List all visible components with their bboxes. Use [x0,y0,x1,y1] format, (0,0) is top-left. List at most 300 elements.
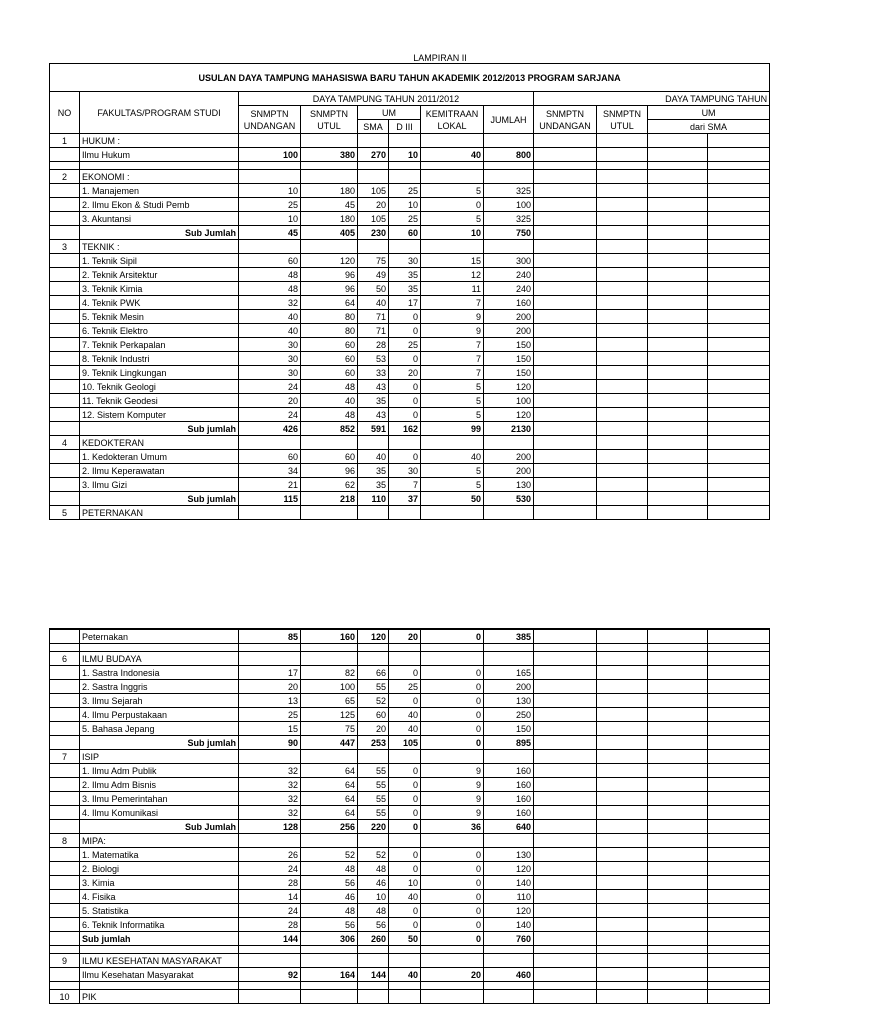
cell-value: 0 [389,380,421,394]
cell-name: Ilmu Kesehatan Masyarakat [80,968,239,982]
cell-name: 4. Ilmu Komunikasi [80,806,239,820]
cell-value: 200 [484,450,534,464]
cell-value [648,338,708,352]
cell-value: 36 [421,820,484,834]
cell-value: 140 [484,918,534,932]
cell-value [534,932,597,946]
cell-value [534,750,597,764]
cell-no [50,162,80,170]
cell-no: 5 [50,506,80,520]
cell-name: KEDOKTERAN [80,436,239,450]
cell-value [708,148,770,162]
table-row [50,268,770,282]
capacity-table-continued [49,628,770,1004]
cell-value [421,982,484,990]
cell-value [708,492,770,506]
cell-no [50,352,80,366]
cell-value: 110 [358,492,389,506]
cell-value: 9 [421,310,484,324]
cell-value [597,212,648,226]
cell-value [484,750,534,764]
cell-value [708,352,770,366]
cell-value [597,184,648,198]
cell-value [301,644,358,652]
faculty-row [50,990,770,1004]
cell-value [708,834,770,848]
table-row [50,198,770,212]
cell-value [597,694,648,708]
cell-value [708,968,770,982]
cell-value [534,450,597,464]
cell-value [708,862,770,876]
cell-value: 160 [484,806,534,820]
cell-no [50,862,80,876]
cell-value: 100 [301,680,358,694]
cell-value [301,946,358,954]
cell-value [534,324,597,338]
cell-value: 32 [239,806,301,820]
cell-value [534,352,597,366]
cell-value: 60 [301,338,358,352]
cell-value: 530 [484,492,534,506]
cell-value: 28 [358,338,389,352]
cell-no [50,736,80,750]
cell-value [534,968,597,982]
cell-name: 3. Ilmu Pemerintahan [80,792,239,806]
cell-value [597,764,648,778]
cell-value [534,834,597,848]
cell-value [597,198,648,212]
table-row [50,694,770,708]
cell-value [301,170,358,184]
cell-value [239,750,301,764]
cell-value [358,134,389,148]
cell-value [597,990,648,1004]
cell-value: 96 [301,282,358,296]
cell-value: 10 [389,148,421,162]
cell-value [597,134,648,148]
cell-value [597,380,648,394]
cell-value [597,422,648,436]
cell-value [597,254,648,268]
cell-value: 0 [421,629,484,644]
cell-value [708,296,770,310]
cell-value [534,694,597,708]
cell-value [358,644,389,652]
cell-value: 40 [389,708,421,722]
cell-value [534,629,597,644]
cell-value [534,394,597,408]
cell-value [648,834,708,848]
cell-value [484,436,534,450]
cell-value: 90 [239,736,301,750]
cell-value [648,268,708,282]
cell-value [708,736,770,750]
cell-value [239,990,301,1004]
cell-name [80,162,239,170]
cell-value: 105 [358,184,389,198]
cell-value: 48 [358,904,389,918]
cell-value: 10 [389,876,421,890]
cell-value [534,380,597,394]
cell-value [358,652,389,666]
cell-value: 5 [421,394,484,408]
cell-value: 120 [484,904,534,918]
cell-value: 12 [421,268,484,282]
cell-value: 130 [484,694,534,708]
cell-value [239,982,301,990]
cell-value [534,422,597,436]
group-2011: DAYA TAMPUNG TAHUN 2011/2012 [239,92,534,106]
cell-value: 240 [484,268,534,282]
cell-value: 60 [239,254,301,268]
cell-value: 640 [484,820,534,834]
cell-name: 1. Teknik Sipil [80,254,239,268]
cell-value [708,184,770,198]
cell-value: 13 [239,694,301,708]
cell-name: 5. Teknik Mesin [80,310,239,324]
col-fakultas: FAKULTAS/PROGRAM STUDI [80,92,239,134]
cell-value: 96 [301,268,358,282]
cell-value: 895 [484,736,534,750]
cell-value [389,170,421,184]
cell-value [597,946,648,954]
cell-value [239,134,301,148]
col-no: NO [50,92,80,134]
cell-value: 17 [239,666,301,680]
cell-value: 82 [301,666,358,680]
cell-value [648,148,708,162]
cell-value: 150 [484,352,534,366]
cell-value: 43 [358,380,389,394]
cell-no [50,380,80,394]
cell-value [648,680,708,694]
cell-value: 165 [484,666,534,680]
cell-value: 150 [484,338,534,352]
cell-no [50,680,80,694]
cell-name: 2. Ilmu Ekon & Studi Pemb [80,198,239,212]
faculty-row [50,506,770,520]
cell-value: 40 [239,310,301,324]
cell-value: 71 [358,324,389,338]
cell-value [708,792,770,806]
cell-value [648,644,708,652]
cell-value: 25 [239,198,301,212]
cell-value: 120 [358,629,389,644]
cell-value [648,694,708,708]
cell-value: 100 [484,198,534,212]
cell-value: 325 [484,212,534,226]
cell-value [648,478,708,492]
cell-value [421,240,484,254]
table-row [50,394,770,408]
cell-value [534,226,597,240]
cell-value: 0 [421,666,484,680]
cell-value [597,492,648,506]
table-row [50,450,770,464]
cell-value [648,240,708,254]
cell-value [597,170,648,184]
cell-value [358,834,389,848]
cell-value: 0 [389,310,421,324]
cell-value: 55 [358,792,389,806]
cell-value [358,170,389,184]
col-snmptn-undangan: SNMPTN UNDANGAN [239,106,301,134]
cell-value: 0 [421,904,484,918]
table-row [50,352,770,366]
cell-name [80,946,239,954]
col-snmptn-utul: SNMPTN UTUL [301,106,358,134]
cell-value: 25 [239,708,301,722]
cell-value [358,240,389,254]
cell-value [597,226,648,240]
cell-value [708,366,770,380]
cell-value [534,904,597,918]
cell-value: 0 [389,764,421,778]
cell-value [708,436,770,450]
cell-value: 10 [389,198,421,212]
table-row [50,876,770,890]
cell-value [708,778,770,792]
cell-value [648,464,708,478]
cell-value [534,198,597,212]
cell-value [597,352,648,366]
table-row [50,918,770,932]
cell-value [648,282,708,296]
cell-value [239,170,301,184]
cell-no [50,408,80,422]
cell-value: 20 [389,366,421,380]
table-row [50,904,770,918]
cell-value [239,652,301,666]
cell-no [50,792,80,806]
cell-value: 200 [484,680,534,694]
cell-value [648,736,708,750]
cell-value: 218 [301,492,358,506]
cell-name: ILMU BUDAYA [80,652,239,666]
cell-value: 110 [484,890,534,904]
cell-value: 9 [421,324,484,338]
cell-name: 12. Sistem Komputer [80,408,239,422]
table-row [50,296,770,310]
faculty-row [50,240,770,254]
cell-value [534,680,597,694]
cell-value: 0 [389,806,421,820]
cell-name: 3. Teknik Kimia [80,282,239,296]
cell-value [708,268,770,282]
cell-value [708,450,770,464]
cell-name [80,982,239,990]
cell-value: 0 [389,408,421,422]
cell-value [358,436,389,450]
cell-value [421,954,484,968]
cell-value [648,310,708,324]
col-kemitraan: KEMITRAAN LOKAL [421,106,484,134]
cell-value [597,310,648,324]
cell-value: 53 [358,352,389,366]
cell-value [534,184,597,198]
cell-name: MIPA: [80,834,239,848]
cell-no [50,366,80,380]
cell-value: 25 [389,338,421,352]
cell-value [358,162,389,170]
cell-name: 2. Biologi [80,862,239,876]
cell-value [389,506,421,520]
subtotal-row [50,932,770,946]
col-new-um: UM [648,106,770,120]
col-new-utul: SNMPTN UTUL [597,106,648,134]
cell-value [534,212,597,226]
table-row [50,968,770,982]
table-row [50,464,770,478]
cell-name: 5. Statistika [80,904,239,918]
cell-value [484,134,534,148]
cell-value: 40 [358,296,389,310]
cell-value: 32 [239,764,301,778]
cell-value [597,722,648,736]
cell-value: 0 [389,792,421,806]
cell-value [648,450,708,464]
cell-value [648,198,708,212]
cell-name: ISIP [80,750,239,764]
cell-value [708,464,770,478]
cell-value [534,408,597,422]
cell-value [648,366,708,380]
cell-value: 32 [239,792,301,806]
cell-value: 128 [239,820,301,834]
cell-value [358,954,389,968]
cell-no [50,848,80,862]
cell-value [534,946,597,954]
cell-name: 3. Akuntansi [80,212,239,226]
cell-value: 24 [239,380,301,394]
cell-value [708,954,770,968]
cell-value [648,170,708,184]
cell-no [50,198,80,212]
cell-value: 10 [421,226,484,240]
cell-name [80,644,239,652]
cell-value [534,254,597,268]
cell-name: 3. Kimia [80,876,239,890]
cell-value [648,820,708,834]
col-um: UM [358,106,421,120]
faculty-row [50,750,770,764]
cell-no [50,968,80,982]
cell-value: 32 [239,778,301,792]
cell-value: 55 [358,778,389,792]
cell-value [421,506,484,520]
cell-no [50,946,80,954]
cell-value [358,750,389,764]
cell-value [534,464,597,478]
cell-value: 0 [421,694,484,708]
cell-value: 64 [301,296,358,310]
cell-value [708,722,770,736]
cell-no [50,338,80,352]
cell-value [484,644,534,652]
cell-name: 3. Ilmu Gizi [80,478,239,492]
cell-no [50,876,80,890]
cell-value: 26 [239,848,301,862]
cell-value [648,324,708,338]
cell-no [50,422,80,436]
cell-value: 20 [358,722,389,736]
cell-value [708,750,770,764]
cell-value: 80 [301,324,358,338]
cell-name: PIK [80,990,239,1004]
cell-value [389,644,421,652]
cell-value [534,170,597,184]
cell-name: 10. Teknik Geologi [80,380,239,394]
cell-value [484,240,534,254]
cell-value: 0 [389,778,421,792]
cell-value: 21 [239,478,301,492]
cell-value [648,890,708,904]
subtotal-row [50,736,770,750]
cell-value: 24 [239,862,301,876]
cell-value: 66 [358,666,389,680]
cell-value: 60 [301,352,358,366]
cell-value [708,254,770,268]
cell-value: 35 [389,268,421,282]
cell-value: 150 [484,366,534,380]
cell-value [648,982,708,990]
cell-value: 15 [239,722,301,736]
cell-value [708,644,770,652]
cell-value: 40 [389,722,421,736]
table-row [50,862,770,876]
cell-value: 45 [301,198,358,212]
cell-value [534,162,597,170]
cell-value [534,644,597,652]
cell-name: Ilmu Hukum [80,148,239,162]
cell-value [597,954,648,968]
cell-value: 40 [301,394,358,408]
faculty-row [50,170,770,184]
cell-value [648,932,708,946]
cell-value [301,834,358,848]
table-row [50,708,770,722]
cell-value: 0 [389,450,421,464]
cell-value [534,722,597,736]
cell-value [301,134,358,148]
cell-no [50,450,80,464]
cell-value [597,834,648,848]
cell-name: Peternakan [80,629,239,644]
cell-value [389,240,421,254]
cell-value: 380 [301,148,358,162]
cell-value: 20 [358,198,389,212]
cell-value [534,310,597,324]
table-row [50,666,770,680]
cell-value [597,778,648,792]
cell-no [50,644,80,652]
cell-value: 0 [421,736,484,750]
cell-no [50,212,80,226]
cell-no [50,904,80,918]
cell-value [534,708,597,722]
cell-no: 8 [50,834,80,848]
cell-value [534,862,597,876]
cell-value: 0 [389,352,421,366]
cell-value [708,904,770,918]
cell-value [648,848,708,862]
table-row [50,478,770,492]
cell-value [597,890,648,904]
cell-value: 0 [421,848,484,862]
cell-value: 40 [239,324,301,338]
table-page-1 [49,63,768,548]
